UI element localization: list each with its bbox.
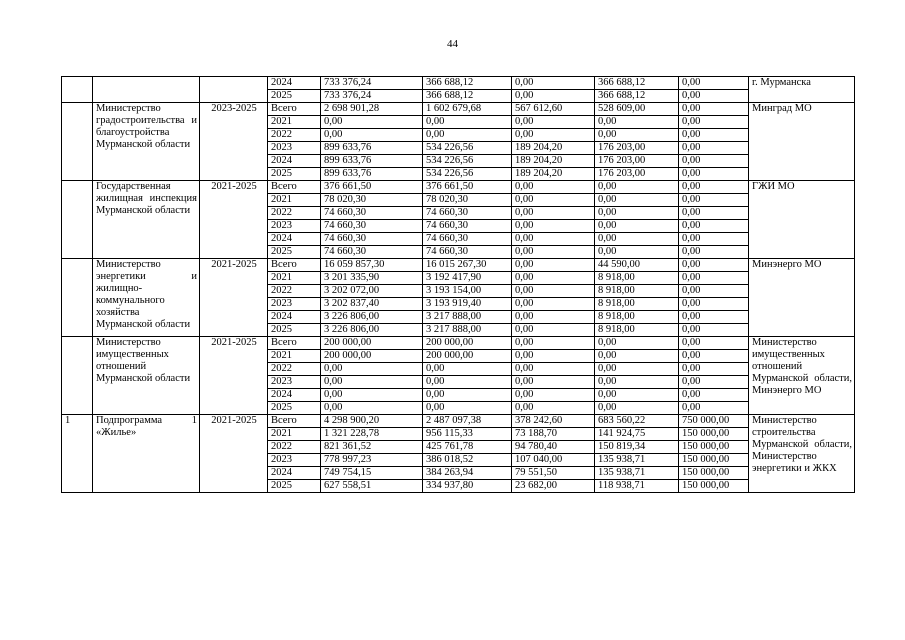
total-cell: 4 298 900,20 xyxy=(321,415,423,428)
local-budget-cell: 8 918,00 xyxy=(595,311,679,324)
federal-budget-cell: 0,00 xyxy=(512,376,595,389)
year-cell: 2021 xyxy=(268,428,321,441)
regional-budget-cell: 956 115,33 xyxy=(423,428,512,441)
extra-budget-cell: 0,00 xyxy=(679,311,749,324)
regional-budget-cell: 366 688,12 xyxy=(423,90,512,103)
year-cell: 2024 xyxy=(268,389,321,402)
regional-budget-cell: 200 000,00 xyxy=(423,337,512,350)
extra-budget-cell: 150 000,00 xyxy=(679,467,749,480)
local-budget-cell: 528 609,00 xyxy=(595,103,679,116)
responsible-cell: ГЖИ МО xyxy=(749,181,855,259)
regional-budget-cell: 0,00 xyxy=(423,363,512,376)
year-cell: 2021 xyxy=(268,272,321,285)
row-number-cell xyxy=(62,259,93,337)
total-cell: 0,00 xyxy=(321,116,423,129)
program-name-cell: Подпрограмма 1 «Жилье» xyxy=(93,415,200,493)
total-cell: 3 202 837,40 xyxy=(321,298,423,311)
year-cell: 2021 xyxy=(268,116,321,129)
federal-budget-cell: 0,00 xyxy=(512,194,595,207)
local-budget-cell: 0,00 xyxy=(595,116,679,129)
total-cell: 778 997,23 xyxy=(321,454,423,467)
federal-budget-cell: 378 242,60 xyxy=(512,415,595,428)
total-cell: 899 633,76 xyxy=(321,168,423,181)
year-cell: 2024 xyxy=(268,467,321,480)
period-cell: 2021-2025 xyxy=(200,337,268,415)
year-cell: 2024 xyxy=(268,77,321,90)
local-budget-cell: 150 819,34 xyxy=(595,441,679,454)
extra-budget-cell: 0,00 xyxy=(679,207,749,220)
total-cell: 3 226 806,00 xyxy=(321,311,423,324)
regional-budget-cell: 3 193 919,40 xyxy=(423,298,512,311)
local-budget-cell: 8 918,00 xyxy=(595,298,679,311)
regional-budget-cell: 3 217 888,00 xyxy=(423,324,512,337)
year-cell: 2023 xyxy=(268,142,321,155)
federal-budget-cell: 0,00 xyxy=(512,220,595,233)
year-cell: 2023 xyxy=(268,298,321,311)
total-cell: 2 698 901,28 xyxy=(321,103,423,116)
total-cell: 3 202 072,00 xyxy=(321,285,423,298)
year-cell: 2022 xyxy=(268,363,321,376)
table-row xyxy=(62,103,855,116)
total-cell: 16 059 857,30 xyxy=(321,259,423,272)
local-budget-cell: 0,00 xyxy=(595,363,679,376)
responsible-cell: г. Мурманска xyxy=(749,77,855,103)
federal-budget-cell: 0,00 xyxy=(512,77,595,90)
row-number-cell: 1 xyxy=(62,415,93,493)
total-cell: 74 660,30 xyxy=(321,246,423,259)
extra-budget-cell: 0,00 xyxy=(679,168,749,181)
period-cell: 2021-2025 xyxy=(200,259,268,337)
regional-budget-cell: 200 000,00 xyxy=(423,350,512,363)
extra-budget-cell: 0,00 xyxy=(679,155,749,168)
budget-table xyxy=(61,76,855,493)
regional-budget-cell: 0,00 xyxy=(423,116,512,129)
regional-budget-cell: 3 192 417,90 xyxy=(423,272,512,285)
federal-budget-cell: 0,00 xyxy=(512,116,595,129)
extra-budget-cell: 750 000,00 xyxy=(679,415,749,428)
table-row xyxy=(62,77,855,90)
federal-budget-cell: 567 612,60 xyxy=(512,103,595,116)
local-budget-cell: 0,00 xyxy=(595,207,679,220)
year-cell: 2024 xyxy=(268,311,321,324)
year-cell: Всего xyxy=(268,259,321,272)
federal-budget-cell: 0,00 xyxy=(512,389,595,402)
regional-budget-cell: 376 661,50 xyxy=(423,181,512,194)
responsible-cell: Министерство строительства Мурманской области, Министерство энергетики и ЖКХ xyxy=(749,415,855,493)
regional-budget-cell: 3 217 888,00 xyxy=(423,311,512,324)
extra-budget-cell: 0,00 xyxy=(679,77,749,90)
extra-budget-cell: 0,00 xyxy=(679,220,749,233)
regional-budget-cell: 74 660,30 xyxy=(423,207,512,220)
extra-budget-cell: 0,00 xyxy=(679,350,749,363)
extra-budget-cell: 0,00 xyxy=(679,142,749,155)
total-cell: 0,00 xyxy=(321,402,423,415)
regional-budget-cell: 0,00 xyxy=(423,389,512,402)
table-body xyxy=(62,77,855,493)
local-budget-cell: 0,00 xyxy=(595,350,679,363)
local-budget-cell: 683 560,22 xyxy=(595,415,679,428)
extra-budget-cell: 0,00 xyxy=(679,233,749,246)
year-cell: 2023 xyxy=(268,376,321,389)
year-cell: 2021 xyxy=(268,194,321,207)
total-cell: 899 633,76 xyxy=(321,142,423,155)
total-cell: 899 633,76 xyxy=(321,155,423,168)
extra-budget-cell: 0,00 xyxy=(679,337,749,350)
extra-budget-cell: 0,00 xyxy=(679,194,749,207)
federal-budget-cell: 0,00 xyxy=(512,259,595,272)
federal-budget-cell: 0,00 xyxy=(512,90,595,103)
period-cell: 2021-2025 xyxy=(200,181,268,259)
federal-budget-cell: 107 040,00 xyxy=(512,454,595,467)
local-budget-cell: 8 918,00 xyxy=(595,285,679,298)
extra-budget-cell: 0,00 xyxy=(679,298,749,311)
extra-budget-cell: 0,00 xyxy=(679,324,749,337)
federal-budget-cell: 0,00 xyxy=(512,298,595,311)
regional-budget-cell: 0,00 xyxy=(423,376,512,389)
year-cell: 2025 xyxy=(268,324,321,337)
year-cell: 2025 xyxy=(268,480,321,493)
responsible-cell: Минэнерго МО xyxy=(749,259,855,337)
federal-budget-cell: 0,00 xyxy=(512,324,595,337)
local-budget-cell: 8 918,00 xyxy=(595,324,679,337)
year-cell: 2025 xyxy=(268,246,321,259)
total-cell: 200 000,00 xyxy=(321,350,423,363)
regional-budget-cell: 3 193 154,00 xyxy=(423,285,512,298)
regional-budget-cell: 366 688,12 xyxy=(423,77,512,90)
local-budget-cell: 176 203,00 xyxy=(595,142,679,155)
table-row xyxy=(62,259,855,272)
year-cell: Всего xyxy=(268,415,321,428)
row-number-cell xyxy=(62,103,93,181)
total-cell: 0,00 xyxy=(321,376,423,389)
year-cell: 2023 xyxy=(268,220,321,233)
year-cell: 2025 xyxy=(268,90,321,103)
extra-budget-cell: 0,00 xyxy=(679,285,749,298)
responsible-cell: Министерство имущественных отношений Мурманской области, Минэнерго МО xyxy=(749,337,855,415)
regional-budget-cell: 534 226,56 xyxy=(423,155,512,168)
extra-budget-cell: 150 000,00 xyxy=(679,428,749,441)
local-budget-cell: 0,00 xyxy=(595,181,679,194)
extra-budget-cell: 0,00 xyxy=(679,402,749,415)
federal-budget-cell: 0,00 xyxy=(512,181,595,194)
extra-budget-cell: 0,00 xyxy=(679,129,749,142)
regional-budget-cell: 425 761,78 xyxy=(423,441,512,454)
table-row xyxy=(62,415,855,428)
extra-budget-cell: 0,00 xyxy=(679,181,749,194)
total-cell: 749 754,15 xyxy=(321,467,423,480)
year-cell: 2025 xyxy=(268,402,321,415)
extra-budget-cell: 0,00 xyxy=(679,259,749,272)
extra-budget-cell: 150 000,00 xyxy=(679,441,749,454)
year-cell: 2022 xyxy=(268,441,321,454)
year-cell: Всего xyxy=(268,181,321,194)
federal-budget-cell: 0,00 xyxy=(512,363,595,376)
local-budget-cell: 366 688,12 xyxy=(595,90,679,103)
total-cell: 0,00 xyxy=(321,129,423,142)
year-cell: 2022 xyxy=(268,285,321,298)
local-budget-cell: 8 918,00 xyxy=(595,272,679,285)
year-cell: 2022 xyxy=(268,129,321,142)
total-cell: 3 201 335,90 xyxy=(321,272,423,285)
local-budget-cell: 0,00 xyxy=(595,233,679,246)
extra-budget-cell: 0,00 xyxy=(679,363,749,376)
local-budget-cell: 135 938,71 xyxy=(595,454,679,467)
local-budget-cell: 0,00 xyxy=(595,194,679,207)
year-cell: 2025 xyxy=(268,168,321,181)
local-budget-cell: 0,00 xyxy=(595,337,679,350)
federal-budget-cell: 0,00 xyxy=(512,402,595,415)
local-budget-cell: 135 938,71 xyxy=(595,467,679,480)
regional-budget-cell: 74 660,30 xyxy=(423,220,512,233)
responsible-cell: Минград МО xyxy=(749,103,855,181)
year-cell: 2023 xyxy=(268,454,321,467)
total-cell: 74 660,30 xyxy=(321,233,423,246)
federal-budget-cell: 0,00 xyxy=(512,246,595,259)
federal-budget-cell: 189 204,20 xyxy=(512,155,595,168)
total-cell: 0,00 xyxy=(321,389,423,402)
extra-budget-cell: 0,00 xyxy=(679,376,749,389)
year-cell: 2022 xyxy=(268,207,321,220)
regional-budget-cell: 0,00 xyxy=(423,129,512,142)
local-budget-cell: 44 590,00 xyxy=(595,259,679,272)
regional-budget-cell: 384 263,94 xyxy=(423,467,512,480)
table-row xyxy=(62,337,855,350)
federal-budget-cell: 23 682,00 xyxy=(512,480,595,493)
regional-budget-cell: 74 660,30 xyxy=(423,246,512,259)
local-budget-cell: 0,00 xyxy=(595,220,679,233)
program-name-cell: Государственная жилищная инспекция Мурманской области xyxy=(93,181,200,259)
regional-budget-cell: 78 020,30 xyxy=(423,194,512,207)
federal-budget-cell: 73 188,70 xyxy=(512,428,595,441)
extra-budget-cell: 0,00 xyxy=(679,116,749,129)
total-cell: 74 660,30 xyxy=(321,220,423,233)
total-cell: 376 661,50 xyxy=(321,181,423,194)
period-cell xyxy=(200,77,268,103)
total-cell: 733 376,24 xyxy=(321,77,423,90)
regional-budget-cell: 16 015 267,30 xyxy=(423,259,512,272)
regional-budget-cell: 534 226,56 xyxy=(423,142,512,155)
local-budget-cell: 0,00 xyxy=(595,376,679,389)
row-number-cell xyxy=(62,77,93,103)
federal-budget-cell: 0,00 xyxy=(512,207,595,220)
federal-budget-cell: 0,00 xyxy=(512,337,595,350)
extra-budget-cell: 150 000,00 xyxy=(679,480,749,493)
federal-budget-cell: 0,00 xyxy=(512,285,595,298)
extra-budget-cell: 150 000,00 xyxy=(679,454,749,467)
total-cell: 821 361,52 xyxy=(321,441,423,454)
program-name-cell: Министерство энергетики и жилищно-коммунального хозяйства Мурманской области xyxy=(93,259,200,337)
program-name-cell xyxy=(93,77,200,103)
federal-budget-cell: 0,00 xyxy=(512,129,595,142)
row-number-cell xyxy=(62,337,93,415)
federal-budget-cell: 0,00 xyxy=(512,311,595,324)
regional-budget-cell: 386 018,52 xyxy=(423,454,512,467)
year-cell: 2024 xyxy=(268,155,321,168)
program-name-cell: Министерство градостроительства и благоустройства Мурманской области xyxy=(93,103,200,181)
extra-budget-cell: 0,00 xyxy=(679,246,749,259)
local-budget-cell: 366 688,12 xyxy=(595,77,679,90)
page-number: 44 xyxy=(447,38,458,50)
year-cell: 2024 xyxy=(268,233,321,246)
extra-budget-cell: 0,00 xyxy=(679,90,749,103)
program-name-cell: Министерство имущественных отношений Мурманской области xyxy=(93,337,200,415)
total-cell: 0,00 xyxy=(321,363,423,376)
total-cell: 3 226 806,00 xyxy=(321,324,423,337)
total-cell: 78 020,30 xyxy=(321,194,423,207)
federal-budget-cell: 94 780,40 xyxy=(512,441,595,454)
federal-budget-cell: 0,00 xyxy=(512,233,595,246)
local-budget-cell: 0,00 xyxy=(595,246,679,259)
local-budget-cell: 0,00 xyxy=(595,389,679,402)
regional-budget-cell: 0,00 xyxy=(423,402,512,415)
total-cell: 200 000,00 xyxy=(321,337,423,350)
year-cell: Всего xyxy=(268,337,321,350)
regional-budget-cell: 2 487 097,38 xyxy=(423,415,512,428)
total-cell: 733 376,24 xyxy=(321,90,423,103)
period-cell: 2021-2025 xyxy=(200,415,268,493)
extra-budget-cell: 0,00 xyxy=(679,389,749,402)
year-cell: 2021 xyxy=(268,350,321,363)
local-budget-cell: 176 203,00 xyxy=(595,155,679,168)
local-budget-cell: 141 924,75 xyxy=(595,428,679,441)
federal-budget-cell: 0,00 xyxy=(512,350,595,363)
regional-budget-cell: 74 660,30 xyxy=(423,233,512,246)
row-number-cell xyxy=(62,181,93,259)
local-budget-cell: 0,00 xyxy=(595,129,679,142)
regional-budget-cell: 334 937,80 xyxy=(423,480,512,493)
federal-budget-cell: 79 551,50 xyxy=(512,467,595,480)
federal-budget-cell: 189 204,20 xyxy=(512,142,595,155)
regional-budget-cell: 1 602 679,68 xyxy=(423,103,512,116)
extra-budget-cell: 0,00 xyxy=(679,103,749,116)
total-cell: 627 558,51 xyxy=(321,480,423,493)
year-cell: Всего xyxy=(268,103,321,116)
table-row xyxy=(62,181,855,194)
extra-budget-cell: 0,00 xyxy=(679,272,749,285)
local-budget-cell: 118 938,71 xyxy=(595,480,679,493)
period-cell: 2023-2025 xyxy=(200,103,268,181)
federal-budget-cell: 189 204,20 xyxy=(512,168,595,181)
total-cell: 74 660,30 xyxy=(321,207,423,220)
total-cell: 1 321 228,78 xyxy=(321,428,423,441)
local-budget-cell: 0,00 xyxy=(595,402,679,415)
local-budget-cell: 176 203,00 xyxy=(595,168,679,181)
federal-budget-cell: 0,00 xyxy=(512,272,595,285)
regional-budget-cell: 534 226,56 xyxy=(423,168,512,181)
